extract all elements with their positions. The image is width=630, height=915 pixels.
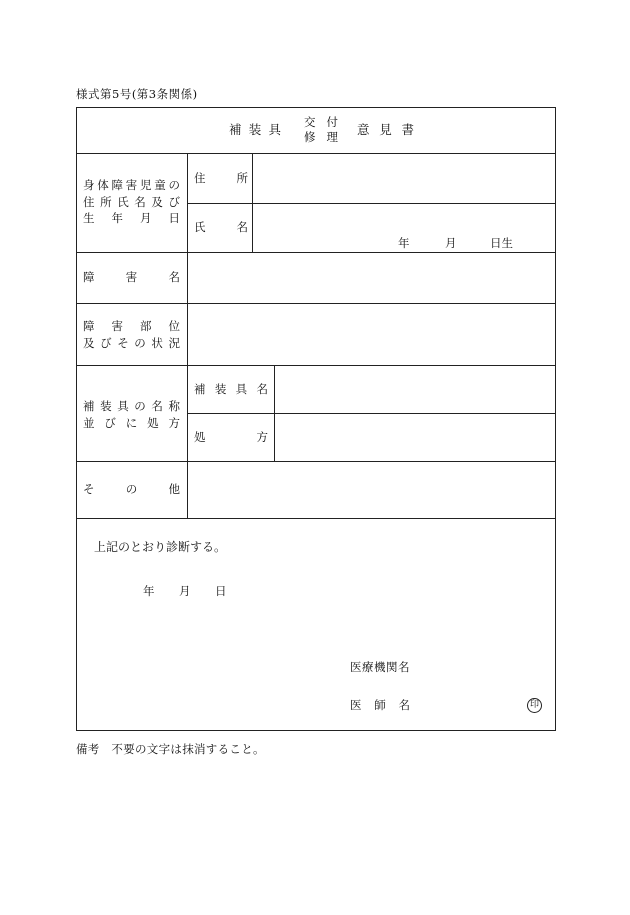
row-divider — [77, 518, 555, 519]
doctor-name-label: 医 師 名 — [350, 698, 410, 712]
prescription-label: 処 方 — [194, 430, 268, 444]
title-char: 見 — [379, 122, 392, 137]
title-char: 装 — [248, 122, 262, 137]
title-char: 意 — [357, 122, 370, 137]
address-label: 住 所 — [194, 171, 248, 185]
prescription-field[interactable] — [275, 414, 555, 461]
title-char: 補 — [229, 122, 242, 137]
other-field[interactable] — [188, 462, 555, 518]
remarks-note: 備考 不要の文字は抹消すること。 — [76, 742, 265, 756]
diagnosis-day-label: 日 — [215, 584, 227, 598]
title-option-char: 理 — [326, 130, 338, 144]
birth-year-label: 年 — [398, 236, 410, 250]
title-option-char: 修 — [304, 130, 316, 144]
institution-field[interactable] — [417, 654, 547, 676]
address-field[interactable] — [253, 154, 555, 203]
other-label: そ の 他 — [83, 482, 180, 496]
title-option-char: 付 — [326, 115, 338, 129]
disability-site-label: 障 害 部 位 及 び そ の 状 況 — [83, 319, 180, 350]
birth-month-label: 月 — [445, 236, 457, 250]
diagnosis-statement: 上記のとおり診断する。 — [94, 540, 227, 554]
opinion-form-table — [76, 107, 556, 731]
diagnosis-month-label: 月 — [179, 584, 191, 598]
title-option-char: 交 — [304, 115, 316, 129]
birth-day-label: 日生 — [490, 236, 513, 250]
form-number: 様式第5号(第3条関係) — [76, 87, 198, 101]
doctor-name-field[interactable] — [417, 692, 517, 714]
name-field[interactable] — [253, 204, 555, 234]
diagnosis-year-label: 年 — [143, 584, 155, 598]
disability-site-field[interactable] — [188, 304, 555, 365]
title-char: 書 — [401, 122, 414, 137]
seal-mark: 印 — [527, 698, 542, 713]
title-char: 具 — [268, 122, 281, 137]
disability-name-field[interactable] — [188, 253, 555, 303]
name-label: 氏 名 — [194, 220, 248, 234]
device-label: 補 装 具 の 名 称 並 び に 処 方 — [83, 399, 180, 430]
device-name-field[interactable] — [275, 366, 555, 413]
device-name-label: 補 装 具 名 — [194, 382, 268, 396]
disability-name-label: 障 害 名 — [83, 270, 180, 284]
child-info-label: 身 体 障 害 児 童 の 住 所 氏 名 及 び 生 年 月 日 — [83, 178, 180, 226]
institution-label: 医療機関名 — [350, 660, 410, 674]
